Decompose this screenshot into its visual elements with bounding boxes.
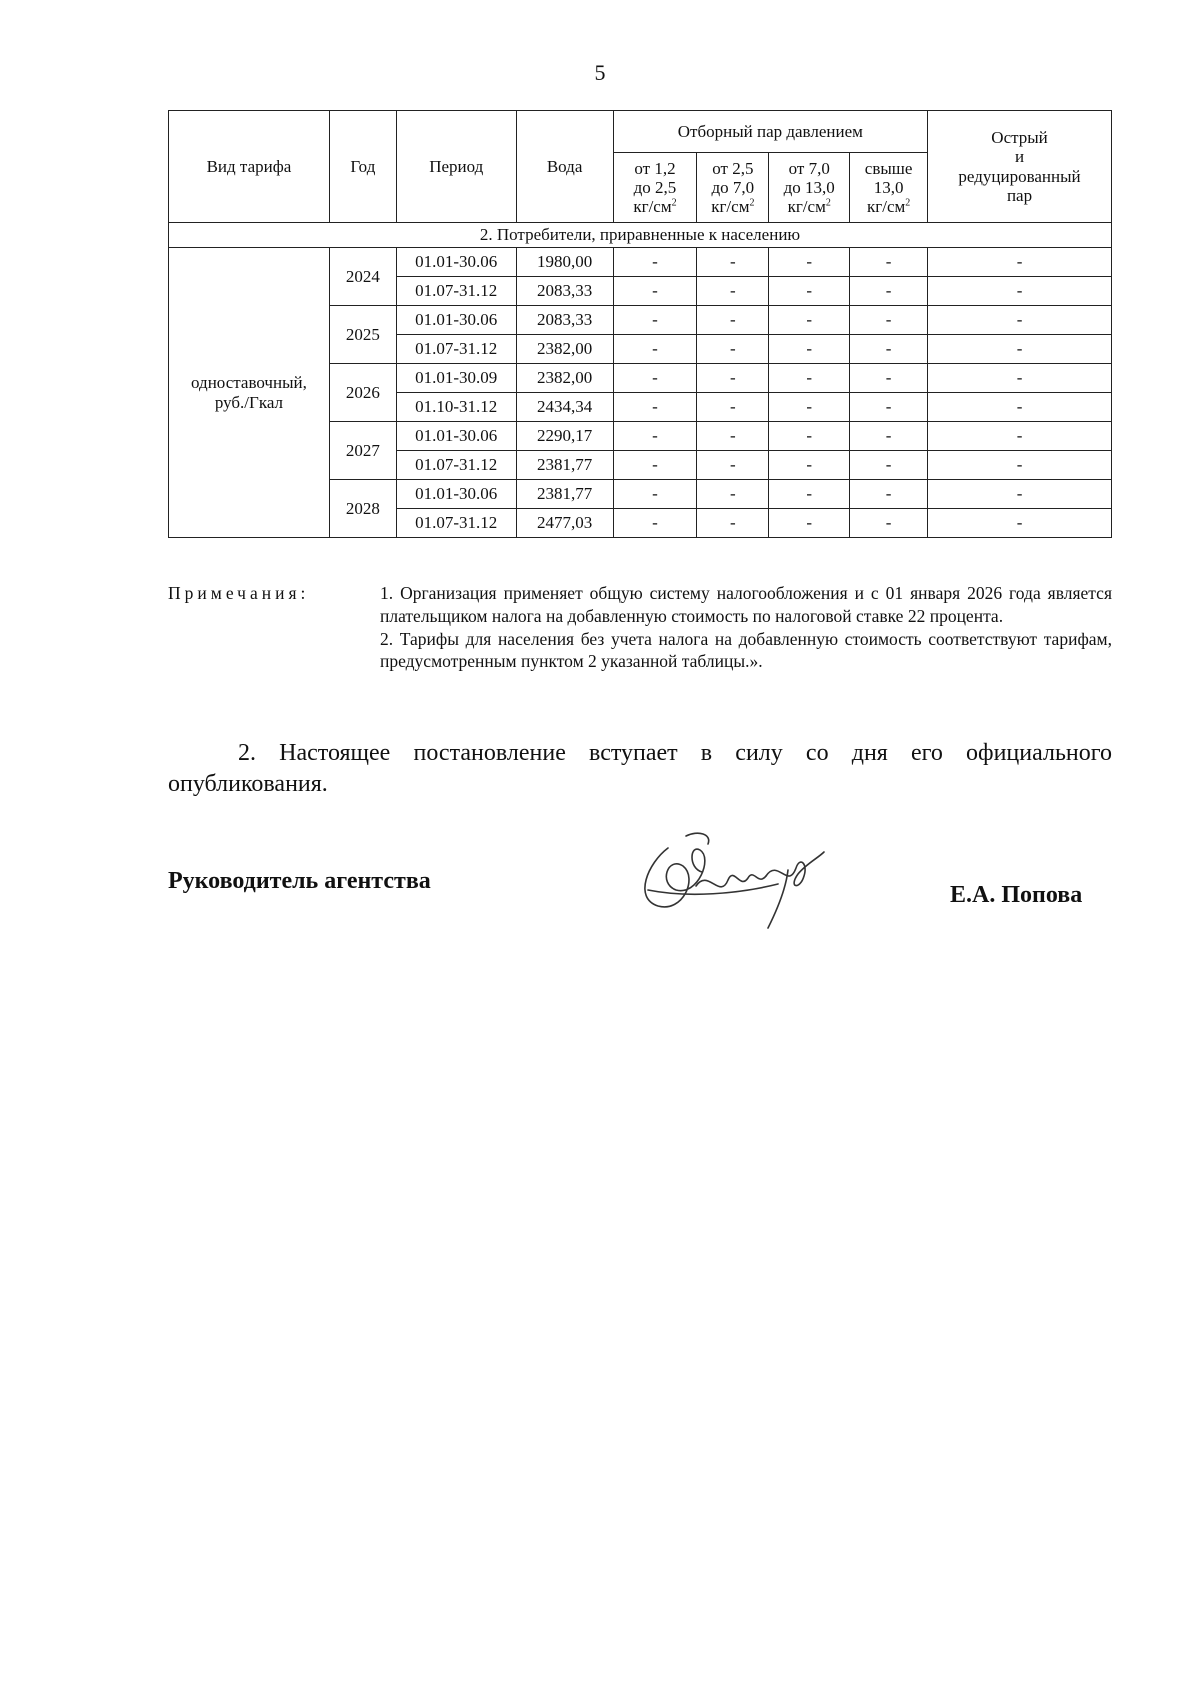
dash-cell: - xyxy=(697,364,769,393)
dash-cell: - xyxy=(928,393,1112,422)
period-cell: 01.01-30.06 xyxy=(396,480,516,509)
steam-4-line1: свыше xyxy=(864,158,913,178)
period-cell: 01.07-31.12 xyxy=(396,509,516,538)
dash-cell: - xyxy=(769,451,850,480)
dash-cell: - xyxy=(928,248,1112,277)
dash-cell: - xyxy=(769,480,850,509)
year-cell: 2027 xyxy=(329,422,396,480)
dash-cell: - xyxy=(769,364,850,393)
header-sharp-line2: и xyxy=(1014,147,1025,167)
dash-cell: - xyxy=(697,248,769,277)
header-steam-4 xyxy=(850,153,928,223)
dash-cell: - xyxy=(850,393,928,422)
dash-cell: - xyxy=(928,451,1112,480)
steam-1-line1: от 1,2 xyxy=(634,158,676,178)
steam-2-unit-power: 2 xyxy=(749,197,755,209)
water-cell: 2382,00 xyxy=(516,364,613,393)
period-cell: 01.01-30.09 xyxy=(396,364,516,393)
table-row xyxy=(169,248,1112,277)
steam-4-unit-power: 2 xyxy=(905,197,911,209)
year-cell: 2026 xyxy=(329,364,396,422)
tariff-table xyxy=(168,110,1112,538)
header-row-1 xyxy=(169,111,1112,153)
header-steam-2 xyxy=(697,153,769,223)
year-cell: 2028 xyxy=(329,480,396,538)
steam-4-unit: кг/см xyxy=(866,197,906,217)
water-cell: 1980,00 xyxy=(516,248,613,277)
signer-title: Руководитель агентства xyxy=(168,868,431,894)
steam-1-unit: кг/см xyxy=(633,197,672,217)
dash-cell: - xyxy=(928,306,1112,335)
dash-cell: - xyxy=(769,422,850,451)
dash-cell: - xyxy=(613,306,697,335)
notes-label: Примечания: xyxy=(168,583,310,603)
dash-cell: - xyxy=(697,509,769,538)
page-number: 5 xyxy=(594,60,606,85)
period-cell: 01.01-30.06 xyxy=(396,306,516,335)
tariff-type-line2: руб./Гкал xyxy=(214,392,284,412)
dash-cell: - xyxy=(697,480,769,509)
steam-2-unit: кг/см xyxy=(711,197,750,217)
steam-4-line2: 13,0 xyxy=(873,177,904,197)
header-sharp-steam xyxy=(928,111,1112,223)
note-item-2: 2. Тарифы для населения без учета налога на добавленную стоимость соответствуют тарифам, предусмотренным пунктом 2 указанной таблицы.». xyxy=(380,628,1112,672)
dash-cell: - xyxy=(697,306,769,335)
dash-cell: - xyxy=(613,248,697,277)
dash-cell: - xyxy=(613,364,697,393)
dash-cell: - xyxy=(850,364,928,393)
dash-cell: - xyxy=(613,277,697,306)
dash-cell: - xyxy=(697,335,769,364)
year-cell: 2024 xyxy=(329,248,396,306)
dash-cell: - xyxy=(928,364,1112,393)
dash-cell: - xyxy=(928,277,1112,306)
period-cell: 01.07-31.12 xyxy=(396,451,516,480)
dash-cell: - xyxy=(769,335,850,364)
dash-cell: - xyxy=(769,248,850,277)
dash-cell: - xyxy=(613,393,697,422)
dash-cell: - xyxy=(850,509,928,538)
header-year: Год xyxy=(329,111,396,223)
steam-3-unit: кг/см xyxy=(787,197,826,217)
dash-cell: - xyxy=(697,277,769,306)
period-cell: 01.07-31.12 xyxy=(396,277,516,306)
steam-2-line2: до 7,0 xyxy=(711,177,755,197)
header-water: Вода xyxy=(516,111,613,223)
period-cell: 01.10-31.12 xyxy=(396,393,516,422)
signer-name: Е.А. Попова xyxy=(950,882,1083,908)
period-cell: 01.07-31.12 xyxy=(396,335,516,364)
dash-cell: - xyxy=(928,422,1112,451)
period-cell: 01.01-30.06 xyxy=(396,422,516,451)
dash-cell: - xyxy=(613,451,697,480)
water-cell: 2381,77 xyxy=(516,451,613,480)
dash-cell: - xyxy=(697,393,769,422)
effective-date-paragraph xyxy=(168,738,1112,800)
header-period: Период xyxy=(396,111,516,223)
dash-cell: - xyxy=(850,451,928,480)
water-cell: 2434,34 xyxy=(516,393,613,422)
header-steam-1 xyxy=(613,153,697,223)
tariff-type-line1: одноставочный, xyxy=(191,373,307,393)
dash-cell: - xyxy=(850,335,928,364)
dash-cell: - xyxy=(769,393,850,422)
dash-cell: - xyxy=(928,509,1112,538)
section-row xyxy=(169,223,1112,248)
dash-cell: - xyxy=(928,335,1112,364)
steam-3-line2: до 13,0 xyxy=(783,177,835,197)
section-title: 2. Потребители, приравненные к населению xyxy=(169,223,1112,248)
dash-cell: - xyxy=(769,306,850,335)
header-steam-3 xyxy=(769,153,850,223)
notes-items xyxy=(380,582,1112,673)
dash-cell: - xyxy=(697,422,769,451)
water-cell: 2382,00 xyxy=(516,335,613,364)
header-sharp-line1: Острый xyxy=(991,128,1048,148)
water-cell: 2477,03 xyxy=(516,509,613,538)
dash-cell: - xyxy=(613,422,697,451)
steam-1-unit-power: 2 xyxy=(671,197,677,209)
handwritten-signature xyxy=(628,828,838,938)
water-cell: 2381,77 xyxy=(516,480,613,509)
header-sharp-line3: редуцированный xyxy=(958,166,1081,186)
dash-cell: - xyxy=(697,451,769,480)
dash-cell: - xyxy=(850,248,928,277)
dash-cell: - xyxy=(850,480,928,509)
dash-cell: - xyxy=(928,480,1112,509)
steam-2-line1: от 2,5 xyxy=(712,158,754,178)
dash-cell: - xyxy=(850,306,928,335)
water-cell: 2083,33 xyxy=(516,277,613,306)
paragraph-text: 2. Настоящее постановление вступает в силу со дня его официального опубликования. xyxy=(168,740,1112,798)
dash-cell: - xyxy=(613,509,697,538)
header-steam-group: Отборный пар давлением xyxy=(613,111,928,153)
steam-3-line1: от 7,0 xyxy=(788,158,830,178)
tariff-type-cell xyxy=(169,248,330,538)
dash-cell: - xyxy=(850,422,928,451)
steam-3-unit-power: 2 xyxy=(825,197,831,209)
dash-cell: - xyxy=(613,335,697,364)
year-cell: 2025 xyxy=(329,306,396,364)
water-cell: 2290,17 xyxy=(516,422,613,451)
steam-1-line2: до 2,5 xyxy=(633,177,677,197)
dash-cell: - xyxy=(613,480,697,509)
header-tariff-type: Вид тарифа xyxy=(169,111,330,223)
period-cell: 01.01-30.06 xyxy=(396,248,516,277)
dash-cell: - xyxy=(769,277,850,306)
header-sharp-line4: пар xyxy=(1006,185,1033,205)
note-item-1: 1. Организация применяет общую систему налогообложения и с 01 января 2026 года является плательщиком налога на добавленную стоимость по налоговой ставке 22 процента. xyxy=(380,583,1112,626)
dash-cell: - xyxy=(769,509,850,538)
dash-cell: - xyxy=(850,277,928,306)
water-cell: 2083,33 xyxy=(516,306,613,335)
